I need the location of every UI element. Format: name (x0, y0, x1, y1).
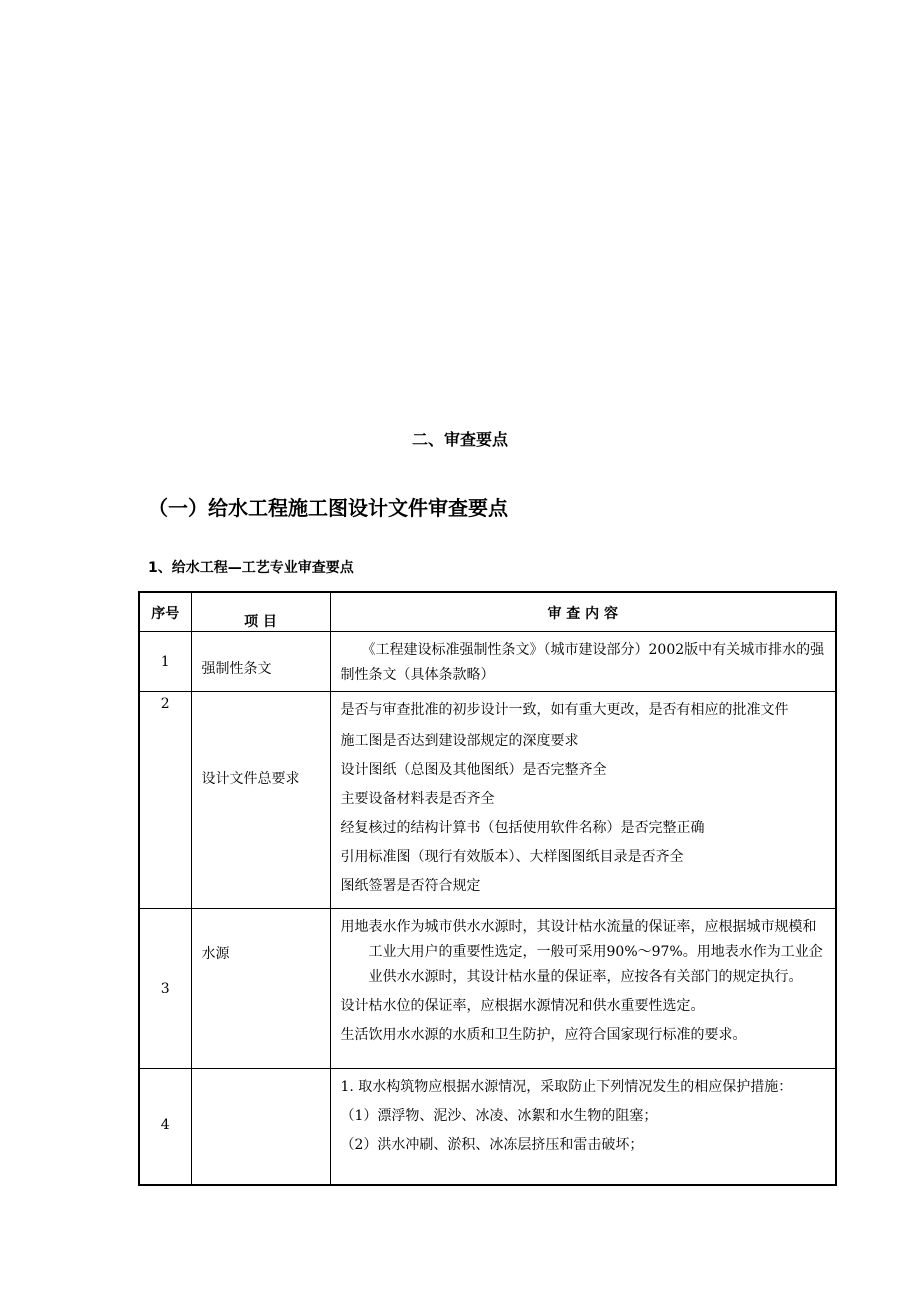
sub-heading: 1、给水工程—工艺专业审查要点 (148, 560, 354, 576)
content-line: 生活饮用水水源的水质和卫生防护，应符合国家现行标准的要求。 (340, 1027, 747, 1043)
content-line: 设计图纸（总图及其他图纸）是否完整齐全 (340, 762, 607, 778)
row-item: 水源 (191, 909, 330, 1069)
table-row (139, 909, 836, 1069)
row-item (191, 1069, 330, 1185)
header-no: 序号 (139, 592, 191, 632)
row-number: 2 (139, 692, 191, 909)
content-line: 用地表水作为城市供水水源时，其设计枯水流量的保证率，应根据城市规模和工业大用户的重要性选定，一般可采用90%～97%。用地表水作为工业企业供水水源时，其设计枯水量的保证率，应按各有关部门的规定执行。 (340, 919, 823, 985)
content-line: 主要设备材料表是否齐全 (340, 791, 495, 807)
section-heading: 二、审查要点 (411, 430, 508, 449)
row-number: 3 (139, 909, 191, 1069)
chapter-heading: （一）给水工程施工图设计文件审查要点 (148, 496, 508, 520)
content-line: 经复核过的结构计算书（包括使用软件名称）是否完整正确 (340, 820, 705, 836)
table-row (139, 1069, 836, 1185)
header-content: 审 查 内 容 (330, 592, 836, 632)
content-line: （1）漂浮物、泥沙、冰凌、冰絮和水生物的阻塞； (340, 1108, 658, 1124)
content-line: 引用标准图（现行有效版本）、大样图图纸目录是否齐全 (340, 849, 684, 865)
row-number: 4 (139, 1069, 191, 1185)
table-row (139, 692, 836, 909)
content-line: 图纸签署是否符合规定 (340, 878, 481, 894)
row-content (330, 1069, 836, 1185)
row-content (330, 632, 836, 692)
header-item: 项 目 (191, 592, 330, 632)
row-item: 设计文件总要求 (191, 692, 330, 909)
review-table (138, 591, 837, 1186)
row-item: 强制性条文 (191, 632, 330, 692)
table-row (139, 632, 836, 692)
content-line: 是否与审查批准的初步设计一致，如有重大更改，是否有相应的批准文件 (340, 702, 789, 718)
row-number: 1 (139, 632, 191, 692)
content-line: 施工图是否达到建设部规定的深度要求 (340, 733, 579, 749)
content-line: 设计枯水位的保证率，应根据水源情况和供水重要性选定。 (340, 998, 705, 1014)
row-content (330, 692, 836, 909)
row-content (330, 909, 836, 1069)
content-line: 1. 取水构筑物应根据水源情况，采取防止下列情况发生的相应保护措施： (340, 1079, 793, 1095)
content-line: （2）洪水冲刷、淤积、冰冻层挤压和雷击破坏； (340, 1137, 644, 1153)
content-line: 《工程建设标准强制性条文》（城市建设部分）2002版中有关城市排水的强制性条文（具体条款略） (340, 642, 825, 683)
table-header-row (139, 592, 836, 632)
